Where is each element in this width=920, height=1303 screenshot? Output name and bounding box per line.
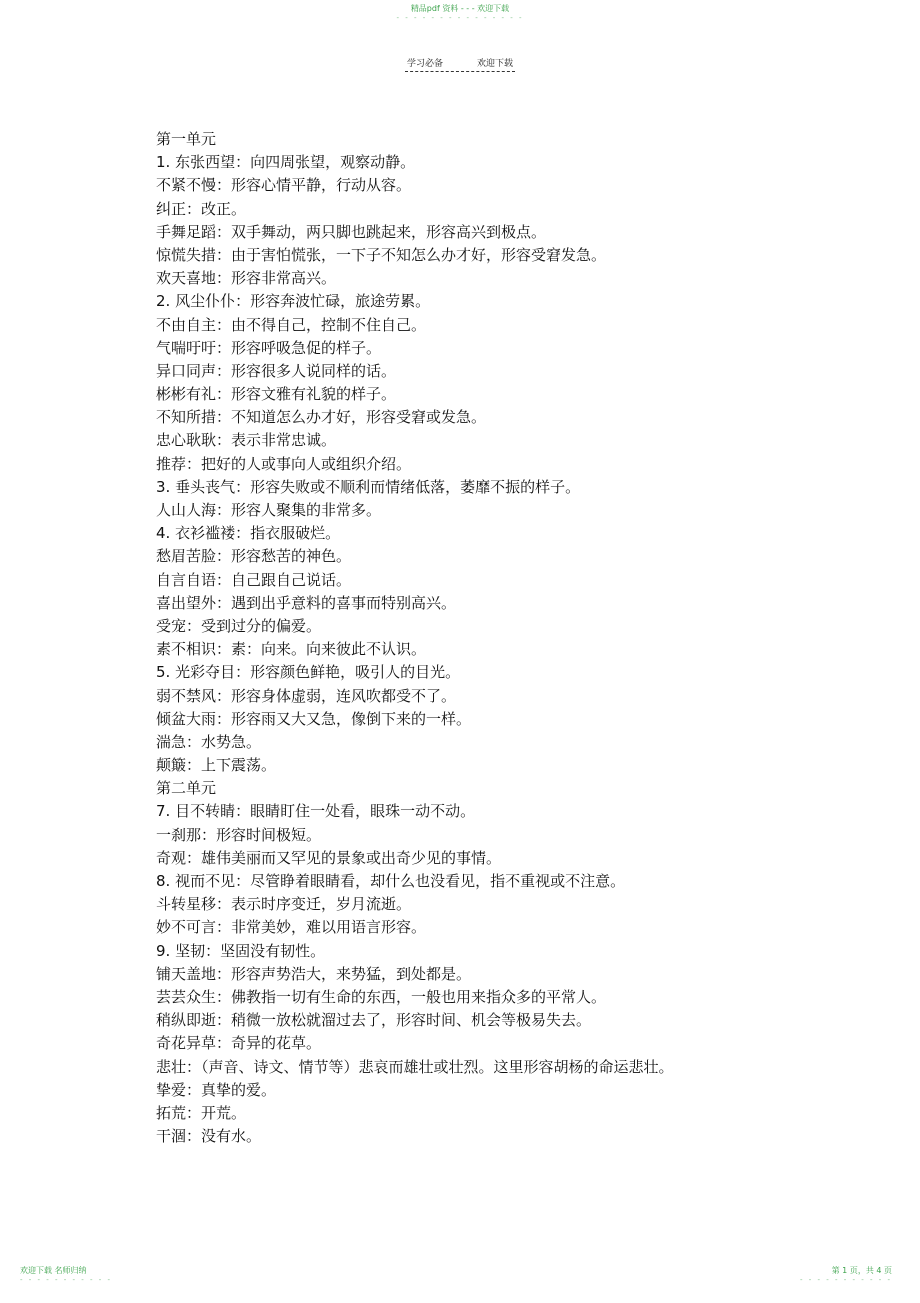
text-line: 弱不禁风：形容身体虚弱，连风吹都受不了。 [156,686,457,705]
text-line: 奇观：雄伟美丽而又罕见的景象或出奇少见的事情。 [156,848,502,867]
text-line: 愁眉苦脸：形容愁苦的神色。 [156,547,352,566]
text-line: 奇花异草：奇异的花草。 [156,1034,322,1053]
text-line: 喜出望外：遇到出乎意料的喜事而特别高兴。 [156,593,457,612]
text-line: 气喘吁吁：形容呼吸急促的样子。 [156,338,382,357]
text-line: 彬彬有礼：形容文雅有礼貌的样子。 [156,385,397,404]
text-line: 稍纵即逝：稍微一放松就溜过去了，形容时间、机会等极易失去。 [156,1011,592,1030]
text-line: 不由自主：由不得自己，控制不住自己。 [156,315,427,334]
text-line: 悲壮：（声音、诗文、情节等）悲哀而雄壮或壮烈。这里形容胡杨的命运悲壮。 [156,1057,674,1076]
document-body [156,128,856,1148]
watermark-top [0,4,920,22]
text-line: 芸芸众生：佛教指一切有生命的东西，一般也用来指众多的平常人。 [156,987,607,1006]
text-line: 颠簸：上下震荡。 [156,756,277,775]
text-line: 纠正：改正。 [156,199,247,218]
header-right-text: 欢迎下载 [477,59,514,69]
text-line: 4. 衣衫褴褛：指衣服破烂。 [156,524,341,543]
text-line: 自言自语：自己跟自己说话。 [156,570,352,589]
text-line: 妙不可言：非常美妙，难以用语言形容。 [156,918,427,937]
text-line: 受宠：受到过分的偏爱。 [156,616,322,635]
header-left-text: 学习必备 [406,59,443,69]
text-line: 推荐：把好的人或事向人或组织介绍。 [156,454,412,473]
text-line: 2. 风尘仆仆：形容奔波忙碌，旅途劳累。 [156,292,431,311]
page-number: 第 1 页，共 4 页 [831,1266,892,1275]
watermark-dots: - - - - - - - - - - - - - - - [396,14,524,22]
text-line: 欢天喜地：形容非常高兴。 [156,269,337,288]
text-line: 湍急：水势急。 [156,732,262,751]
text-line: 素不相识：素：向来。向来彼此不认识。 [156,640,427,659]
text-line: 5. 光彩夺目：形容颜色鲜艳，吸引人的目光。 [156,663,461,682]
text-line: 人山人海：形容人聚集的非常多。 [156,501,382,519]
text-line: 拓荒：开荒。 [156,1103,247,1122]
text-line: 不知所措：不知道怎么办才好，形容受窘或发急。 [156,408,487,427]
text-line: 倾盆大雨：形容雨又大又急，像倒下来的一样。 [156,709,472,728]
page-header-inner [405,56,515,72]
text-line: 一刹那：形容时间极短。 [156,825,322,844]
footer-left [20,1266,112,1284]
footer-left-dots: - - - - - - - - - - - [20,1276,113,1284]
text-line: 异口同声：形容很多人说同样的话。 [156,361,397,380]
text-line: 1. 东张西望：向四周张望，观察动静。 [156,153,416,172]
text-line: 7. 目不转睛：眼睛盯住一处看，眼珠一动不动。 [156,802,476,821]
text-line: 8. 视而不见：尽管睁着眼睛看，却什么也没看见，指不重视或不注意。 [156,872,626,890]
text-line: 3. 垂头丧气：形容失败或不顺利而情绪低落，萎靡不振的样子。 [156,477,581,496]
text-line: 9. 坚韧：坚固没有韧性。 [156,941,326,960]
watermark-text: 精品pdf 资料 - - - 欢迎下载 [410,4,510,13]
text-line: 铺天盖地：形容声势浩大，来势猛，到处都是。 [156,964,472,983]
text-line: 第一单元 [156,130,217,148]
footer-right [800,1266,892,1284]
text-line: 干涸：没有水。 [156,1127,262,1146]
text-line: 斗转星移：表示时序变迁，岁月流逝。 [156,895,412,914]
text-line: 第二单元 [156,779,217,798]
text-line: 惊慌失措：由于害怕慌张，一下子不知怎么办才好，形容受窘发急。 [156,245,607,264]
text-line: 挚爱：真挚的爱。 [156,1080,277,1099]
footer-right-dots: - - - - - - - - - - - [799,1276,892,1284]
text-line: 忠心耿耿：表示非常忠诚。 [156,431,337,450]
text-line: 不紧不慢：形容心情平静，行动从容。 [156,176,412,195]
text-line: 手舞足蹈：双手舞动，两只脚也跳起来，形容高兴到极点。 [156,222,547,241]
footer-left-text: 欢迎下载 名师归纳 [20,1266,87,1275]
page-header [0,56,920,72]
